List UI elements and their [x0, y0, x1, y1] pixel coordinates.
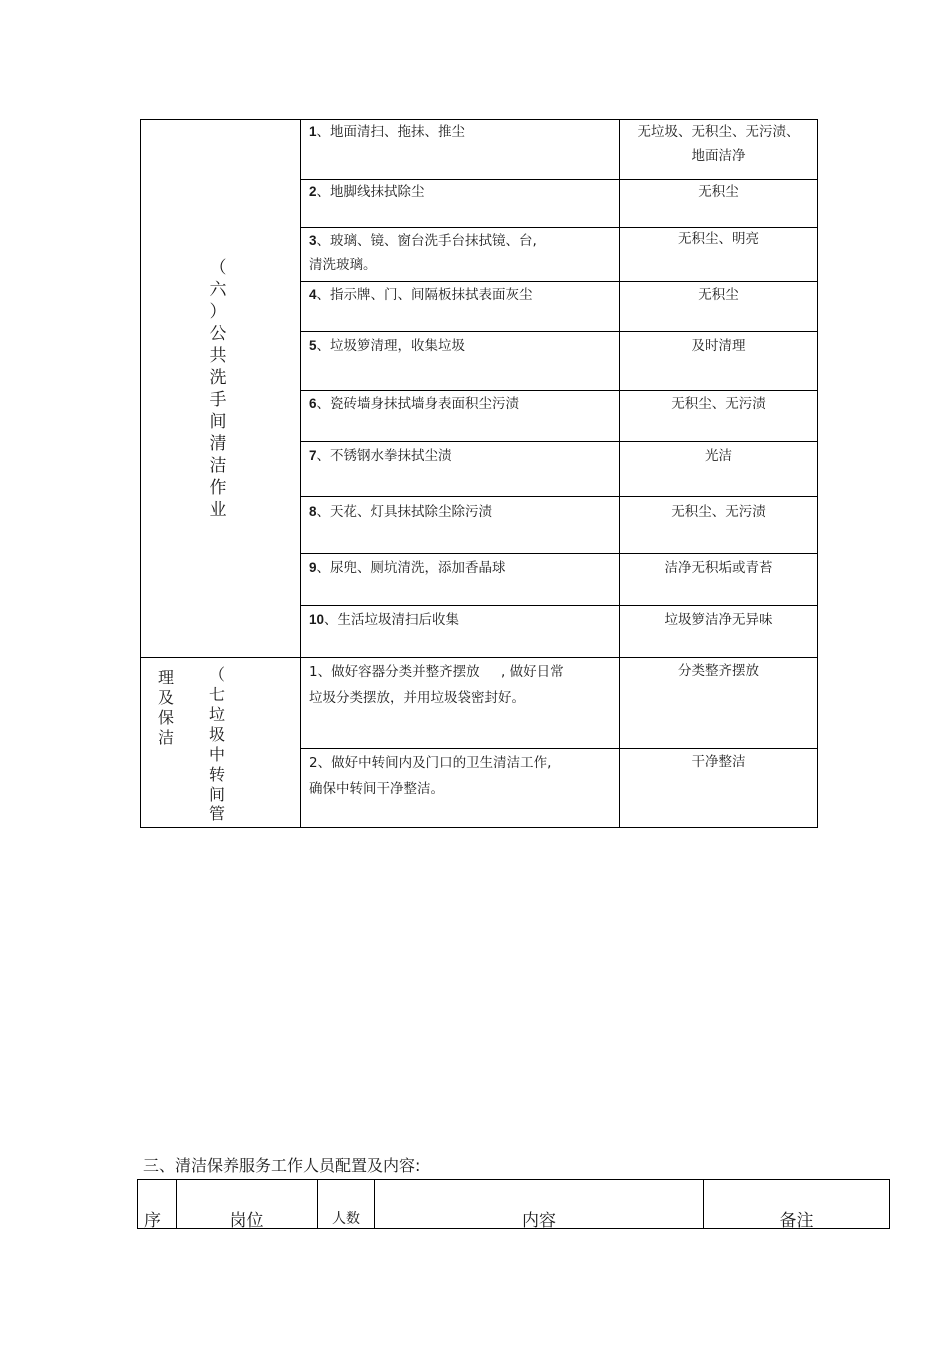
task-number: 1 [309, 124, 317, 139]
task-number: 7 [309, 448, 317, 463]
row-divider [300, 331, 818, 332]
label-char: 七 [208, 685, 225, 704]
label-char: （ [209, 258, 227, 278]
task-cell-7-1 [309, 659, 614, 711]
task-number: 10 [309, 612, 325, 627]
label-char: 理 [157, 668, 174, 687]
table-border-right [817, 119, 818, 828]
task-cell-2 [309, 180, 614, 204]
row-divider [300, 441, 818, 442]
header-content: 内容 [522, 1211, 556, 1231]
header-remarks: 备注 [779, 1211, 814, 1231]
standard-cell-5 [620, 334, 817, 358]
task-cell-7 [309, 444, 614, 468]
label-char: 公 [209, 324, 227, 344]
table-col-divider [300, 119, 301, 828]
task-number: 3 [309, 233, 317, 248]
task-number: 4 [309, 287, 317, 302]
label-char: 洗 [209, 368, 227, 388]
standard-text: 地面洁净 [691, 148, 746, 164]
standard-text: 无积尘、明亮 [678, 231, 759, 247]
standard-cell-7-1 [620, 659, 817, 683]
standard-cell-6 [620, 392, 817, 416]
task-text: 、瓷砖墙身抹拭墙身表面积尘污渍 [316, 396, 520, 412]
standard-text: 无积尘、无污渍 [671, 504, 766, 520]
label-char: 洁 [157, 728, 174, 747]
task-text: 、地脚线抹拭除尘 [316, 184, 425, 200]
standard-text: 及时清理 [691, 338, 746, 354]
table-border-bottom [140, 827, 818, 828]
row-divider [300, 390, 818, 391]
standard-text: 分类整齐摆放 [678, 663, 759, 679]
table-col-divider [619, 119, 620, 828]
table-border-top [137, 1179, 890, 1180]
task-text: 确保中转间干净整洁。 [309, 781, 444, 797]
label-char: 作 [209, 478, 227, 498]
standard-cell-10 [620, 608, 817, 632]
task-cell-1 [309, 120, 614, 144]
task-text: 、指示牌、门、间隔板抹拭表面灰尘 [316, 287, 533, 303]
standard-text: 洁净无积垢或青苔 [664, 560, 773, 576]
task-cell-4 [309, 283, 614, 307]
label-char: 清 [209, 434, 227, 454]
label-char: 间 [209, 412, 227, 432]
label-char: 中 [208, 745, 225, 764]
row-divider [300, 748, 818, 749]
task-cell-6 [309, 392, 614, 416]
standard-text: 无积尘 [698, 287, 739, 303]
table-border-left [137, 1179, 138, 1229]
header-headcount: 人数 [332, 1211, 360, 1227]
label-char: ） [209, 302, 227, 322]
task-text: 、玻璃、镜、窗台洗手台抹拭镜、台, [316, 233, 537, 249]
standard-cell-7 [620, 444, 817, 468]
row-divider [300, 553, 818, 554]
header-position: 岗位 [229, 1211, 264, 1231]
standard-cell-4 [620, 283, 817, 307]
standard-cell-7-2 [620, 750, 817, 774]
standard-text: 无垃圾、无积尘、无污渍、 [637, 124, 800, 140]
row-divider [300, 605, 818, 606]
table-border-right [889, 1179, 890, 1229]
label-char: 六 [209, 280, 227, 300]
standard-cell-1 [620, 120, 817, 168]
label-char: 保 [157, 708, 174, 727]
task-number: 5 [309, 338, 317, 353]
standard-cell-9 [620, 556, 817, 580]
task-text: 、不锈钢水拳抹拭尘渍 [316, 448, 452, 464]
label-char: 手 [209, 390, 227, 410]
label-char: 洁 [209, 456, 227, 476]
section-3-heading: 三、清洁保养服务工作人员配置及内容: [143, 1156, 421, 1175]
task-cell-3 [309, 229, 614, 277]
standard-text: 无积尘 [698, 184, 739, 200]
task-text: 、地面清扫、拖抹、推尘 [316, 124, 466, 140]
task-text: 2、做好中转间内及门口的卫生清洁工作, [309, 755, 552, 771]
task-cell-7-2 [309, 750, 614, 802]
task-text: 清洗玻璃。 [309, 257, 377, 273]
label-char: 管 [208, 804, 225, 823]
label-char: （ [208, 665, 225, 684]
task-number: 6 [309, 396, 317, 411]
task-text: 、尿兜、厕坑清洗，添加香晶球 [316, 560, 506, 576]
label-char: 间 [208, 785, 225, 804]
table-border-left [140, 119, 141, 828]
label-char: 共 [209, 346, 227, 366]
header-seq: 序 [144, 1211, 161, 1231]
row-divider [300, 496, 818, 497]
task-cell-8 [309, 500, 614, 524]
table-section-divider [140, 657, 818, 658]
standard-text: 无积尘、无污渍 [671, 396, 766, 412]
label-char: 业 [209, 500, 227, 520]
task-cell-5 [309, 334, 614, 358]
label-char: 垃 [208, 705, 225, 724]
task-text: 、生活垃圾清扫后收集 [324, 612, 460, 628]
label-char: 圾 [208, 725, 225, 744]
task-number: 9 [309, 560, 317, 575]
task-text: 垃圾分类摆放，并用垃圾袋密封好。 [309, 690, 525, 706]
standard-cell-3 [620, 227, 817, 251]
standard-text: 光洁 [705, 448, 732, 464]
label-char: 及 [157, 688, 174, 707]
standard-cell-2 [620, 180, 817, 204]
task-cell-9 [309, 556, 614, 580]
task-text: 、垃圾箩清理，收集垃圾 [316, 338, 466, 354]
standard-text: 干净整洁 [691, 754, 746, 770]
label-char: 转 [208, 765, 225, 784]
task-text: 、天花、灯具抹拭除尘除污渍 [316, 504, 493, 520]
task-number: 2 [309, 184, 317, 199]
standard-cell-8 [620, 500, 817, 524]
task-number: 8 [309, 504, 317, 519]
row-divider [300, 281, 818, 282]
task-cell-10 [309, 608, 614, 632]
standard-text: 垃圾箩洁净无异味 [664, 612, 773, 628]
task-text: 1、做好容器分类并整齐摆放 , 做好日常 [309, 664, 564, 680]
